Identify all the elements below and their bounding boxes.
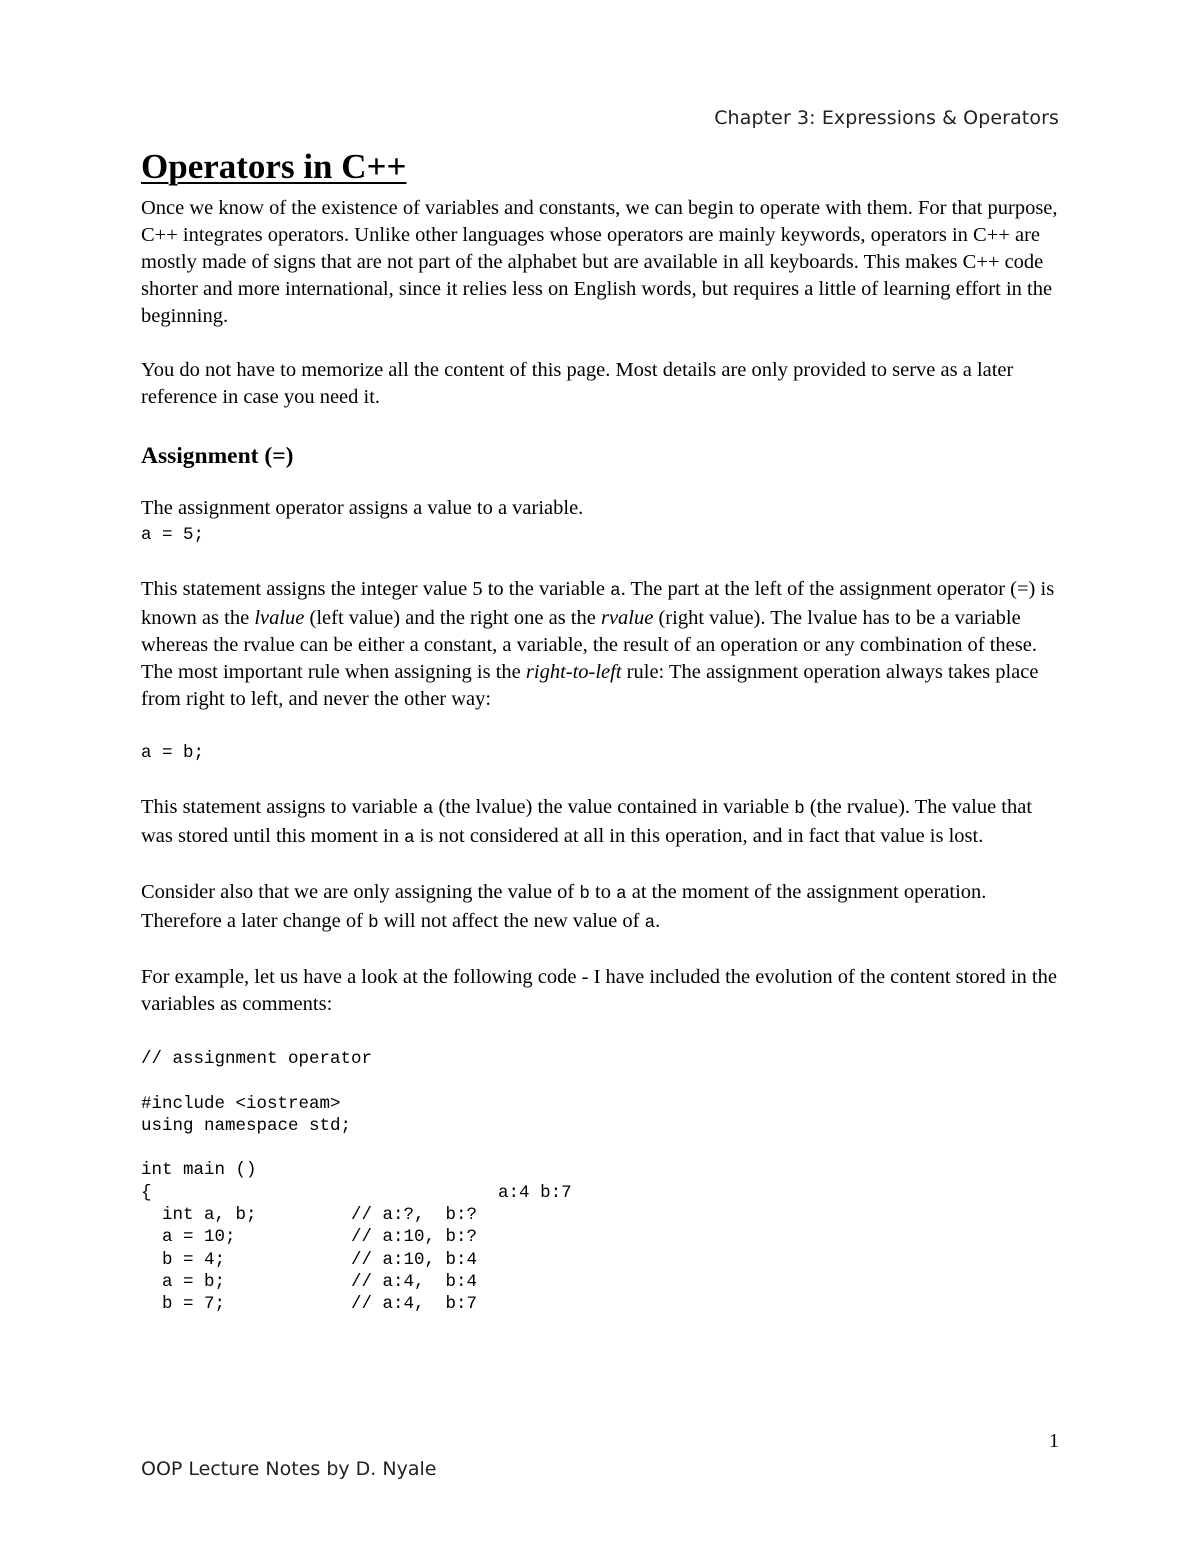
code-line bbox=[141, 1070, 1061, 1092]
code-line: b = 7; // a:4, b:7 bbox=[141, 1294, 478, 1315]
assignment-paragraph-6: For example, let us have a look at the following code - I have included the evolution of the content stored in the variables as comments: bbox=[141, 966, 1057, 1015]
code-line: #include <iostream> bbox=[141, 1093, 341, 1114]
code-line: { a:4 b:7 bbox=[141, 1182, 572, 1203]
page-title: Operators in C++ bbox=[141, 147, 407, 186]
page-content bbox=[141, 146, 1061, 1316]
intro-paragraph-2: You do not have to memorize all the content of this page. Most details are only provided to serve as a later reference in case you need it. bbox=[141, 359, 1014, 408]
code-line: int main () bbox=[141, 1160, 257, 1181]
code-line: b = 4; // a:10, b:4 bbox=[141, 1249, 478, 1270]
code-line: // assignment operator bbox=[141, 1049, 373, 1069]
assignment-paragraph-2: This statement assigns the integer value 5 to the variable a. The part at the left of the assignment operator (=) is known as the lvalue (left value) and the right one as the rvalue (right value). The lvalue has to be a variable whereas the rvalue can be either a constant, a variable, the result of an operation or any combination of these. bbox=[141, 578, 1055, 656]
assignment-paragraph-1: The assignment operator assigns a value to a variable. bbox=[141, 497, 584, 519]
code-snippet-1: a = 5; bbox=[141, 525, 205, 545]
code-line: a = b; // a:4, b:4 bbox=[141, 1271, 478, 1292]
chapter-header: Chapter 3: Expressions & Operators bbox=[714, 107, 1059, 129]
assignment-paragraph-4: This statement assigns to variable a (the lvalue) the value contained in variable b (the rvalue). The value that was stored until this moment in a is not considered at all in this operation, and in fact that value is lost. bbox=[141, 796, 1033, 848]
intro-paragraph-1: Once we know of the existence of variables and constants, we can begin to operate with them. For that purpose, C++ integrates operators. Unlike other languages whose operators are mainly keywords, operators in C++ are mostly made of signs that are not part of the alphabet but are available in all keyboards. This makes C++ code shorter and more international, since it relies less on English words, but requires a little of learning effort in the beginning. bbox=[141, 197, 1058, 327]
code-block bbox=[141, 1048, 1061, 1316]
code-line: a = 10; // a:10, b:? bbox=[141, 1227, 478, 1248]
code-line bbox=[141, 1137, 1061, 1159]
assignment-paragraph-3: The most important rule when assigning is the right-to-left rule: The assignment operation always takes place from right to left, and never the other way: bbox=[141, 661, 1039, 710]
assignment-paragraph-5: Consider also that we are only assigning the value of b to a at the moment of the assignment operation. Therefore a later change of b will not affect the new value of a. bbox=[141, 881, 987, 933]
code-line: int a, b; // a:?, b:? bbox=[141, 1205, 478, 1226]
section-heading-assignment: Assignment (=) bbox=[141, 443, 294, 469]
footer-credit: OOP Lecture Notes by D. Nyale bbox=[141, 1458, 437, 1480]
code-line: using namespace std; bbox=[141, 1115, 352, 1136]
page-number: 1 bbox=[1049, 1430, 1059, 1452]
code-snippet-2: a = b; bbox=[141, 743, 205, 763]
